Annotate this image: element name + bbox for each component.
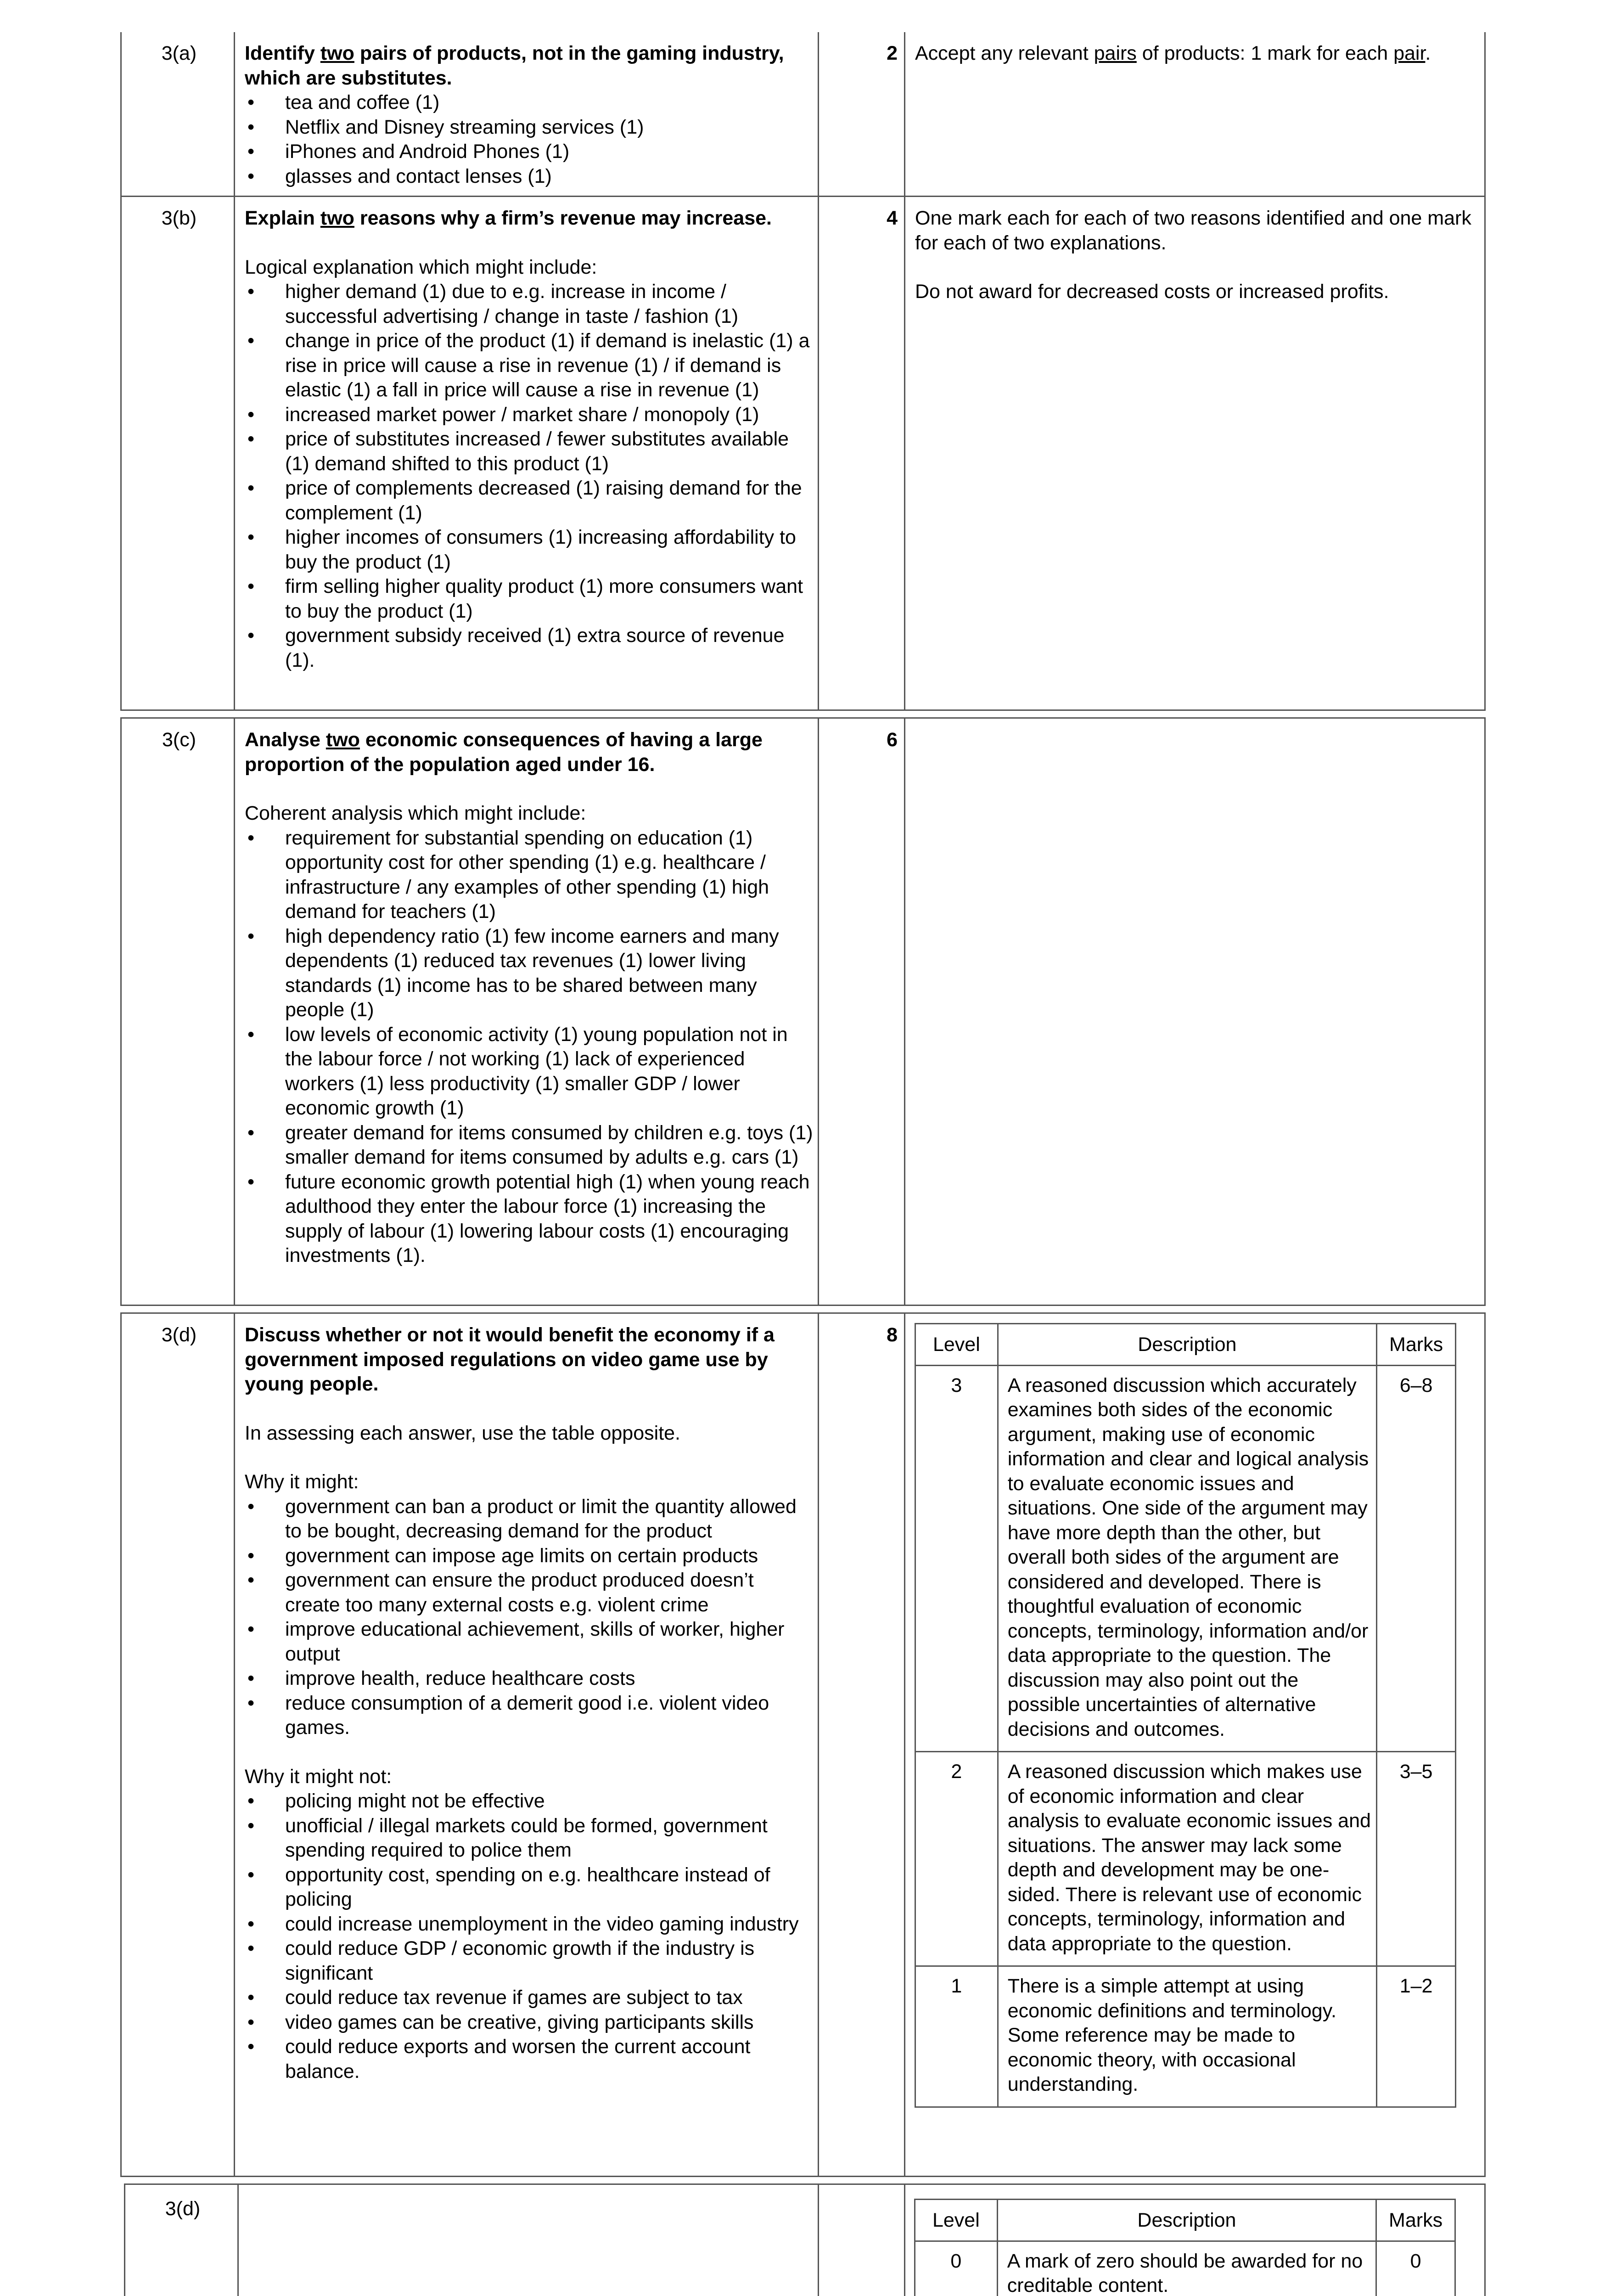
question-number: 3(a) [161,42,197,64]
marks-cell: 0 [1376,2241,1455,2296]
column-header: Description [998,1324,1376,1366]
question-answer [245,728,814,1268]
marks-value: 2 [887,42,898,64]
answer-intro: Coherent analysis which might include: [245,802,586,824]
table-row [915,1752,1456,1966]
marks-cell: 1–2 [1377,1966,1456,2107]
question-answer [245,206,814,673]
description-cell: A mark of zero should be awarded for no creditable content. [997,2241,1376,2296]
marks-value: 6 [887,729,898,751]
why-not-label: Why it might not: [245,1765,392,1788]
table-row [915,1966,1456,2107]
list-item: • government can ensure the product produced doesn’t create too many external costs e.g. violent crime [245,1568,814,1617]
row-3b [120,197,1486,710]
list-item: • video games can be creative, giving participants skills [245,2010,814,2035]
list-item: • tea and coffee (1) [245,90,809,115]
instruction-text: In assessing each answer, use the table opposite. [245,1422,681,1444]
level-descriptor-table [915,1323,1456,2108]
question-number: 3(d) [161,1324,197,1346]
question-number: 3(c) [162,729,196,751]
column-header: Description [997,2200,1376,2241]
marks-cell: 6–8 [1377,1365,1456,1752]
description-cell: There is a simple attempt at using economic definitions and terminology. Some reference may be made to economic theory, with occasional understanding. [998,1966,1376,2107]
list-item: • future economic growth potential high (1) when young reach adulthood they enter the labour force (1) increasing the supply of labour (1) lowering labour costs (1) encouraging investments (1). [245,1170,814,1268]
question-answer [245,1323,814,2084]
description-cell: A reasoned discussion which accurately examines both sides of the economic argument, making use of economic information and clear and logical analysis to evaluate economic issues and situations. One side of the argument may have more depth than the other, but overall both sides of the argument are considered and developed. There is thoughtful evaluation of economic concepts, terminology, information and/or data appropriate to the question. The discussion may also point out the possible uncertainties of alternative decisions and outcomes. [998,1365,1376,1752]
row-3d [120,1314,1486,2176]
list-item: • could reduce exports and worsen the current account balance. [245,2035,814,2084]
list-item: • government can ban a product or limit the quantity allowed to be bought, decreasing demand for the product [245,1495,814,1544]
list-item: • price of complements decreased (1) raising demand for the complement (1) [245,476,814,525]
row-3c [120,719,1486,1306]
list-item: • greater demand for items consumed by children e.g. toys (1) smaller demand for items consumed by adults e.g. cars (1) [245,1121,814,1170]
list-item: • firm selling higher quality product (1) more consumers want to buy the product (1) [245,574,814,624]
list-item: • policing might not be effective [245,1789,814,1814]
list-item: • reduce consumption of a demerit good i.e. violent video games. [245,1691,814,1740]
row-divider [120,709,1486,719]
table-header-row [915,2200,1455,2241]
answer-bullets [245,90,809,189]
list-item: • higher demand (1) due to e.g. increase in income / successful advertising / change in taste / fashion (1) [245,280,814,329]
list-item: • high dependency ratio (1) few income earners and many dependents (1) reduced tax revenues (1) lower living standards (1) income has to be shared between many people (1) [245,924,814,1023]
row-3d-continued [124,2183,1486,2296]
marks-value: 4 [887,207,898,229]
list-item: • higher incomes of consumers (1) increasing affordability to buy the product (1) [245,525,814,574]
level-cell: 1 [915,1966,998,2107]
table-row [915,1365,1456,1752]
list-item: • could reduce GDP / economic growth if the industry is significant [245,1936,814,1986]
question-number: 3(b) [161,207,197,229]
question-text: Discuss whether or not it would benefit the economy if a government imposed regulations on video game use by young people. [245,1324,775,1395]
answer-bullets [245,280,814,673]
list-item: • improve health, reduce healthcare costs [245,1666,814,1691]
level-descriptor-table [914,2199,1456,2296]
question-text: Analyse two economic consequences of having a large proportion of the population aged under 16. [245,729,763,776]
guidance-text: One mark each for each of two reasons identified and one mark for each of two explanations. Do not award for decreased costs or increased profits. [915,207,1471,303]
list-item: • low levels of economic activity (1) young population not in the labour force / not working (1) lack of experienced workers (1) less productivity (1) smaller GDP / lower economic growth (1) [245,1023,814,1121]
list-item: • government can impose age limits on certain products [245,1544,814,1569]
list-item: • government subsidy received (1) extra source of revenue (1). [245,624,814,673]
list-item: • requirement for substantial spending on education (1) opportunity cost for other spending (1) e.g. healthcare / infrastructure / any examples of other spending (1) high demand for teachers (1) [245,826,814,924]
row-divider [120,2176,1486,2177]
column-header: Level [915,2200,998,2241]
column-header: Marks [1377,1324,1456,1366]
level-cell: 3 [915,1365,998,1752]
answer-bullets [245,1789,814,2084]
list-item: • price of substitutes increased / fewer substitutes available (1) demand shifted to this product (1) [245,427,814,476]
description-cell: A reasoned discussion which makes use of economic information and clear analysis to evaluate economic issues and situations. The answer may lack some depth and development may be one-sided. There is relevant use of economic concepts, terminology, information and data appropriate to the question. [998,1752,1376,1966]
question-number: 3(d) [165,2198,201,2220]
list-item: • Netflix and Disney streaming services (1) [245,115,809,140]
why-might-label: Why it might: [245,1471,359,1493]
answer-intro: Logical explanation which might include: [245,256,597,278]
list-item: • unofficial / illegal markets could be formed, government spending required to police them [245,1814,814,1863]
marks-cell: 3–5 [1377,1752,1456,1966]
table-row [915,2241,1455,2296]
list-item: • increased market power / market share / monopoly (1) [245,403,814,428]
question-answer [245,41,809,189]
row-3a [120,32,1486,196]
level-cell: 2 [915,1752,998,1966]
table-header-row [915,1324,1456,1366]
list-item: • glasses and contact lenses (1) [245,164,809,189]
column-header: Level [915,1324,998,1366]
question-text: Identify two pairs of products, not in the gaming industry, which are substitutes. [245,42,784,89]
list-item: • iPhones and Android Phones (1) [245,140,809,164]
list-item: • improve educational achievement, skills of worker, higher output [245,1617,814,1666]
column-header: Marks [1376,2200,1455,2241]
list-item: • could reduce tax revenue if games are subject to tax [245,1986,814,2010]
question-text: Explain two reasons why a firm’s revenue may increase. [245,207,772,229]
answer-bullets [245,1495,814,1740]
level-cell: 0 [915,2241,998,2296]
answer-bullets [245,826,814,1268]
list-item: • change in price of the product (1) if demand is inelastic (1) a rise in price will cause a rise in revenue (1) / if demand is elastic (1) a fall in price will cause a rise in revenue (1) [245,329,814,403]
list-item: • could increase unemployment in the video gaming industry [245,1912,814,1937]
list-item: • opportunity cost, spending on e.g. healthcare instead of policing [245,1863,814,1912]
row-divider [120,1305,1486,1314]
guidance-text: Accept any relevant pairs of products: 1 mark for each pair. [915,42,1431,64]
marks-value: 8 [887,1324,898,1346]
